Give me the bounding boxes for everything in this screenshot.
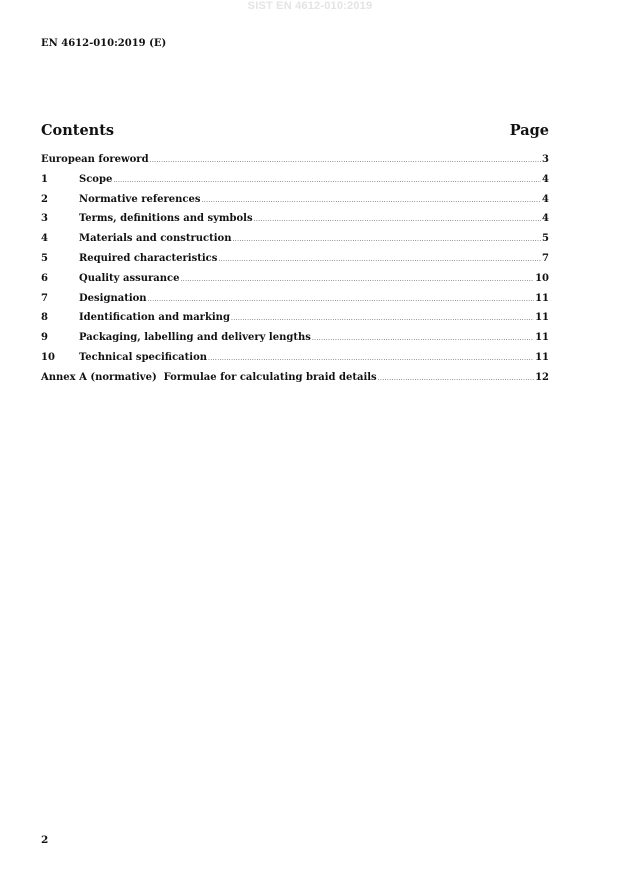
toc-entry-page: 11 bbox=[535, 351, 549, 363]
toc-entry-title: Required characteristics bbox=[79, 252, 218, 264]
toc-entry-title: Terms, definitions and symbols bbox=[79, 213, 253, 225]
toc-entry-title: Technical specification bbox=[79, 351, 208, 363]
page-number: 2 bbox=[41, 834, 49, 846]
toc-entry-5[interactable] bbox=[41, 253, 549, 273]
toc-entry-6[interactable] bbox=[41, 273, 549, 293]
toc-leader-dots bbox=[148, 296, 535, 303]
toc-entry-number: 2 bbox=[41, 193, 48, 205]
toc-leader-dots bbox=[150, 157, 541, 164]
toc-entry-page: 5 bbox=[542, 233, 549, 245]
toc-entry-annex-a[interactable] bbox=[41, 372, 549, 392]
toc-entry-number: 9 bbox=[41, 332, 48, 344]
toc-leader-dots bbox=[113, 177, 541, 184]
toc-leader-dots bbox=[180, 276, 534, 283]
toc-leader-dots bbox=[231, 315, 534, 322]
toc-entry-3[interactable] bbox=[41, 213, 549, 233]
toc-entry-title: Packaging, labelling and delivery lengths bbox=[79, 332, 311, 344]
document-identifier: EN 4612-010:2019 (E) bbox=[41, 38, 167, 49]
toc-entry-title: Identification and marking bbox=[79, 312, 230, 324]
toc-entry-page: 7 bbox=[542, 252, 549, 264]
toc-entry-title: Quality assurance bbox=[79, 272, 180, 284]
toc-entry-9[interactable] bbox=[41, 332, 549, 352]
toc-entry-number: 10 bbox=[41, 351, 55, 363]
toc-entry-title: Annex A (normative) Formulae for calculating braid details bbox=[41, 371, 377, 383]
toc-entry-7[interactable] bbox=[41, 293, 549, 313]
toc-entry-page: 11 bbox=[535, 332, 549, 344]
toc-leader-dots bbox=[232, 236, 541, 243]
toc-entry-number: 7 bbox=[41, 292, 48, 304]
toc-leader-dots bbox=[202, 197, 542, 204]
contents-title: Contents bbox=[41, 122, 115, 139]
toc-entry-number: 1 bbox=[41, 173, 48, 185]
toc-leader-dots bbox=[378, 375, 534, 382]
toc-entry-title: Normative references bbox=[79, 193, 201, 205]
watermark: SIST EN 4612-010:2019 bbox=[247, 0, 373, 12]
toc-entry-number: 3 bbox=[41, 213, 48, 225]
toc-entry-page: 4 bbox=[542, 213, 549, 225]
toc-entry-number: 8 bbox=[41, 312, 48, 324]
toc-leader-dots bbox=[312, 335, 534, 342]
toc-entry-1[interactable] bbox=[41, 174, 549, 194]
toc-leader-dots bbox=[208, 355, 534, 362]
toc-entry-page: 10 bbox=[535, 272, 549, 284]
toc-entry-page: 4 bbox=[542, 173, 549, 185]
toc-entry-foreword[interactable] bbox=[41, 154, 549, 174]
toc-entry-number: 6 bbox=[41, 272, 48, 284]
toc-entry-page: 11 bbox=[535, 292, 549, 304]
toc-entry-4[interactable] bbox=[41, 233, 549, 253]
toc-entry-page: 12 bbox=[535, 371, 549, 383]
toc-entry-number: 4 bbox=[41, 233, 48, 245]
toc-entry-title: Materials and construction bbox=[79, 233, 232, 245]
toc-entry-title: European foreword bbox=[41, 154, 149, 165]
toc-leader-dots bbox=[254, 216, 541, 223]
toc-entry-8[interactable] bbox=[41, 312, 549, 332]
toc-entry-2[interactable] bbox=[41, 194, 549, 214]
toc-entry-title: Scope bbox=[79, 173, 113, 185]
toc-entry-10[interactable] bbox=[41, 352, 549, 372]
table-of-contents bbox=[41, 154, 549, 392]
toc-entry-page: 11 bbox=[535, 312, 549, 324]
toc-entry-page: 3 bbox=[542, 154, 549, 165]
page-column-label: Page bbox=[509, 122, 549, 139]
toc-entry-title: Designation bbox=[79, 292, 147, 304]
toc-entry-page: 4 bbox=[542, 193, 549, 205]
toc-leader-dots bbox=[218, 256, 541, 263]
toc-entry-number: 5 bbox=[41, 252, 48, 264]
contents-heading bbox=[41, 122, 549, 139]
